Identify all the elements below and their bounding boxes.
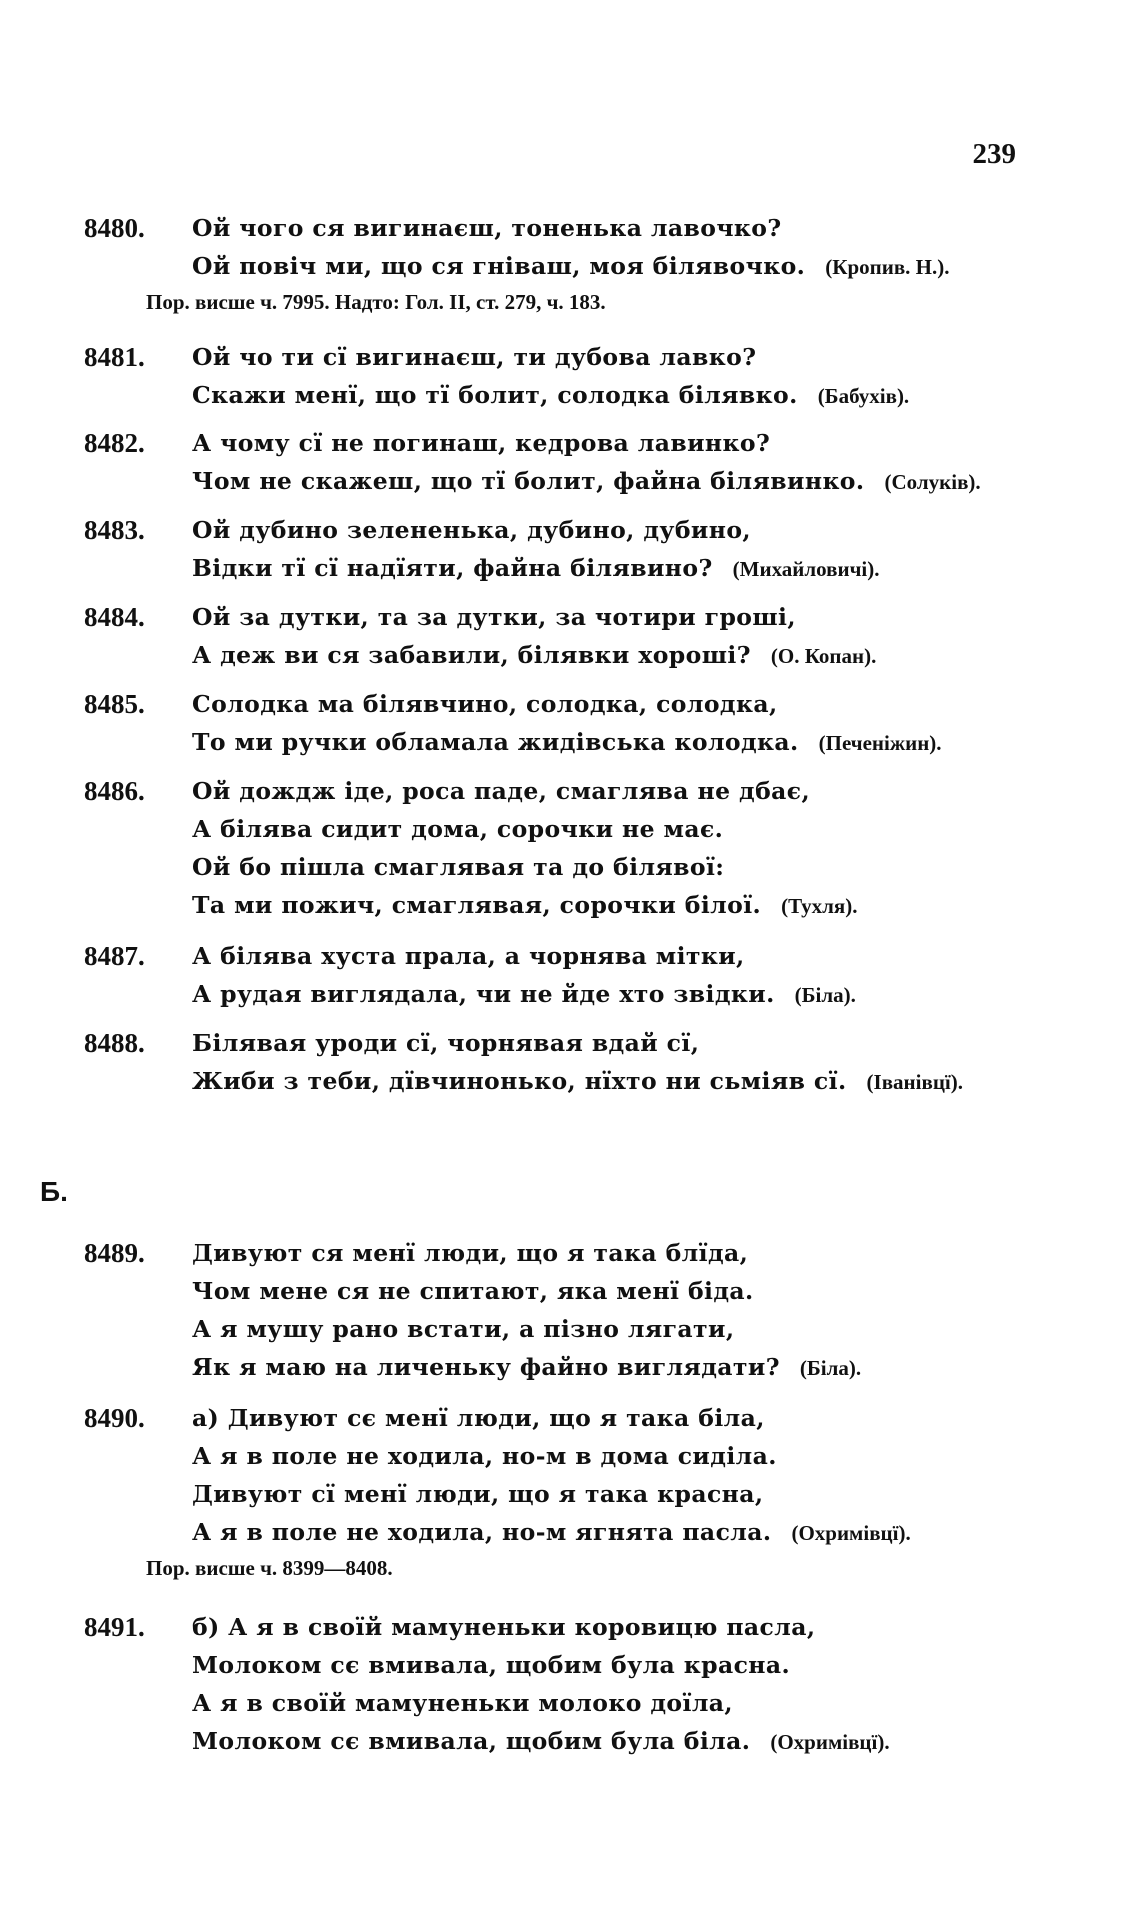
entry-8487 xyxy=(84,937,1084,1014)
entry-8482 xyxy=(84,424,1084,501)
section-heading: Б. xyxy=(40,1176,68,1207)
entry-8488 xyxy=(84,1024,1084,1101)
verse-text: Ой повіч ми, що ся гніваш, моя білявочко. xyxy=(192,252,806,280)
source-place: (Тухля). xyxy=(781,894,858,918)
verse-text: Як я маю на личеньку файно виглядати? xyxy=(192,1353,780,1381)
entry-number: 8482. xyxy=(84,428,145,458)
source-place: (О. Копан). xyxy=(770,644,877,668)
entry-8486 xyxy=(84,772,1084,925)
verse-line: Дивуют ся менї люди, що я така блїда, xyxy=(192,1239,749,1267)
verse-line xyxy=(192,1062,1084,1101)
source-place: (Кропив. Н.). xyxy=(825,255,950,279)
source-place: (Солуків). xyxy=(884,470,981,494)
verse-line: Ой за дутки, та за дутки, за чотири гроші, xyxy=(192,603,796,631)
verse-line: А я мушу рано встати, а пізно лягати, xyxy=(192,1315,735,1343)
source-place: (Іванівцї). xyxy=(866,1070,964,1094)
verse-line: Солодка ма білявчино, солодка, солодка, xyxy=(192,690,778,718)
verse-line xyxy=(192,1722,1084,1761)
verse-line: а) Дивуют сє менї люди, що я така біла, xyxy=(192,1404,765,1432)
reference-note: Пор. висше ч. 8399—8408. xyxy=(146,1556,393,1580)
verse-text: Чом не скажеш, що тї болит, файна білявинко. xyxy=(192,467,865,495)
verse-line: Ой дубино зелененька, дубино, дубино, xyxy=(192,516,751,544)
entry-8491 xyxy=(84,1608,1084,1761)
verse-line: А чому сї не погинаш, кедрова лавинко? xyxy=(192,429,771,457)
source-place: (Михайловичі). xyxy=(732,557,880,581)
verse-line xyxy=(192,636,1084,675)
verse-line: б) А я в своїй мамуненьки коровицю пасла, xyxy=(192,1613,816,1641)
entry-number: 8488. xyxy=(84,1028,145,1058)
page-number: 239 xyxy=(972,138,1016,170)
entry-8483 xyxy=(84,511,1084,588)
verse-line xyxy=(192,723,1084,762)
verse-text: Жиби з теби, дївчинонько, нїхто ни сьміяв сї. xyxy=(192,1067,847,1095)
source-place: (Бабухів). xyxy=(817,384,910,408)
verse-text: А деж ви ся забавили, білявки хороші? xyxy=(192,641,751,669)
entry-number: 8490. xyxy=(84,1403,145,1433)
verse-line: Ой чо ти сї вигинаєш, ти дубова лавко? xyxy=(192,343,757,371)
verse-line: Дивуют сї менї люди, що я така красна, xyxy=(192,1480,764,1508)
source-place: (Біла). xyxy=(794,983,856,1007)
verse-text: Відки тї сї надїяти, файна білявино? xyxy=(192,554,713,582)
verse-line: Білявая уроди сї, чорнявая вдай сї, xyxy=(192,1029,700,1057)
verse-line: А білява сидит дома, сорочки не має. xyxy=(192,815,724,843)
verse-line: А білява хуста прала, а чорнява мітки, xyxy=(192,942,745,970)
verse-line: Чом мене ся не спитают, яка менї біда. xyxy=(192,1277,754,1305)
source-place: (Біла). xyxy=(799,1356,862,1380)
verse-text: Та ми пожич, смаглявая, сорочки білої. xyxy=(192,891,762,919)
verse-line xyxy=(192,1513,1084,1552)
reference-note: Пор. висше ч. 7995. Надто: Гол. II, ст. 279, ч. 183. xyxy=(146,290,606,314)
entry-number: 8489. xyxy=(84,1238,145,1268)
verse-text: То ми ручки обламала жидівська колодка. xyxy=(192,728,799,756)
source-place: (Охримівцї). xyxy=(791,1521,911,1545)
entry-number: 8486. xyxy=(84,776,145,806)
verse-line: А я в поле не ходила, но-м в дома сиділа. xyxy=(192,1442,777,1470)
verse-line: Ой чого ся вигинаєш, тоненька лавочко? xyxy=(192,214,782,242)
entry-number: 8484. xyxy=(84,602,145,632)
verse-text: Скажи менї, що тї болит, солодка білявко. xyxy=(192,381,798,409)
entry-8485 xyxy=(84,685,1084,762)
verse-line xyxy=(192,376,1084,415)
entry-number: 8483. xyxy=(84,515,145,545)
verse-line: Ой бо пішла смаглявая та до білявої: xyxy=(192,853,725,881)
verse-line xyxy=(192,247,1084,286)
entry-number: 8487. xyxy=(84,941,145,971)
verse-line xyxy=(192,975,1084,1014)
entry-8484 xyxy=(84,598,1084,675)
verse-text: А я в поле не ходила, но-м ягнята пасла. xyxy=(192,1518,772,1546)
entry-number: 8485. xyxy=(84,689,145,719)
entry-number: 8491. xyxy=(84,1612,145,1642)
verse-text: А рудая виглядала, чи не йде хто звідки. xyxy=(192,980,775,1008)
entry-number: 8480. xyxy=(84,213,145,243)
verse-line xyxy=(192,549,1084,588)
verse-line: А я в своїй мамуненьки молоко доїла, xyxy=(192,1689,734,1717)
entry-8480 xyxy=(84,209,1084,318)
verse-line xyxy=(192,886,1084,925)
verse-line: Ой дождж іде, роса паде, смаглява не дбає, xyxy=(192,777,811,805)
verse-line: Молоком сє вмивала, щобим була красна. xyxy=(192,1651,791,1679)
entry-8489 xyxy=(84,1234,1084,1387)
verse-line xyxy=(192,462,1084,501)
verse-line xyxy=(192,1348,1084,1387)
source-place: (Охримівцї). xyxy=(770,1730,890,1754)
entry-number: 8481. xyxy=(84,342,145,372)
verse-text: Молоком сє вмивала, щобим була біла. xyxy=(192,1727,751,1755)
entry-8481 xyxy=(84,338,1084,415)
source-place: (Печеніжин). xyxy=(818,731,942,755)
entry-8490 xyxy=(84,1399,1084,1584)
